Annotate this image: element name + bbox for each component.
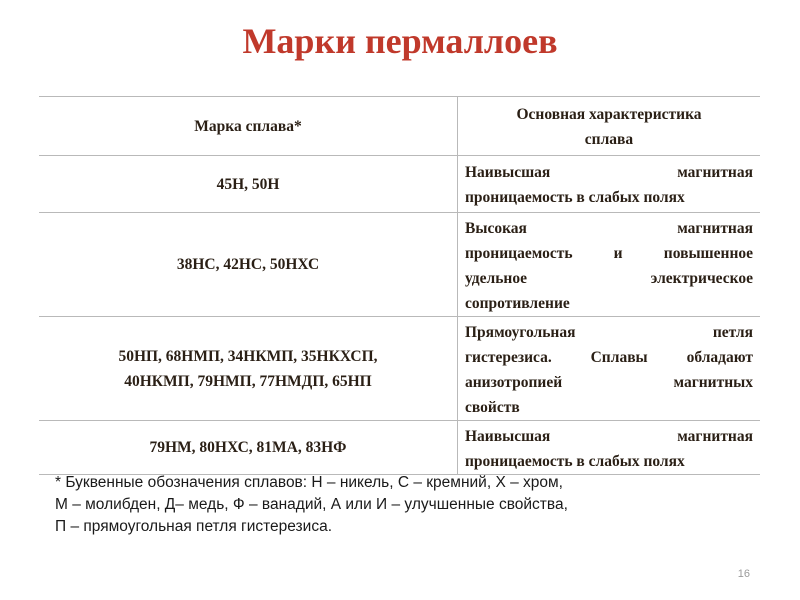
description-line: Высокая магнитная [465,219,753,237]
description-line: Наивысшая магнитная [465,164,753,181]
table-row [39,317,760,421]
header-characteristic [458,97,761,156]
description-cell [458,213,761,317]
table-row [39,156,760,213]
description-line: Наивысшая магнитная [465,427,753,445]
description-line: проницаемость в слабых полях [465,189,685,206]
description-cell [458,317,761,421]
description-cell [458,156,761,213]
table-row [39,421,760,475]
page-title: Марки пермаллоев [242,21,558,61]
grade-line: 40НКМП, 79НМП, 77НМДП, 65НП [124,372,372,390]
description-line: проницаемость в слабых полях [465,452,685,470]
grade-cell [39,156,458,213]
grade-line: 50НП, 68НМП, 34НКМП, 35НКХСП, [118,347,378,365]
header-grade: Марка сплава* [39,97,458,156]
description-line: гистерезиса. Сплавы обладают [465,348,753,366]
grade-cell [39,317,458,421]
table-header-row [39,97,760,156]
header-characteristic-line: сплава [584,131,634,148]
grade-cell [39,213,458,317]
description-line: анизотропией магнитных [465,373,753,391]
header-characteristic-line: Основная характеристика [516,106,702,123]
footnote-line: П – прямоугольная петля гистерезиса. [55,518,333,535]
grade-line: 45Н, 50Н [216,175,280,193]
description-line: удельное электрическое [465,269,753,287]
description-line: свойств [465,398,520,416]
page-number: 16 [737,568,750,580]
description-cell [458,421,761,475]
description-line: Прямоугольная петля [465,323,753,341]
grade-cell [39,421,458,475]
footnote-line: М – молибден, Д– медь, Ф – ванадий, А или И – улучшенные свойства, [55,496,568,513]
table-row [39,213,760,317]
permalloy-grades-table [39,96,760,475]
grade-line: 79НМ, 80НХС, 81МА, 83НФ [149,439,347,456]
footnote [55,472,755,538]
grade-line: 38НС, 42НС, 50НХС [176,256,320,273]
description-line: проницаемость и повышенное [465,244,753,262]
footnote-line: * Буквенные обозначения сплавов: Н – никель, С – кремний, Х – хром, [55,474,563,491]
description-line: сопротивление [465,294,570,312]
